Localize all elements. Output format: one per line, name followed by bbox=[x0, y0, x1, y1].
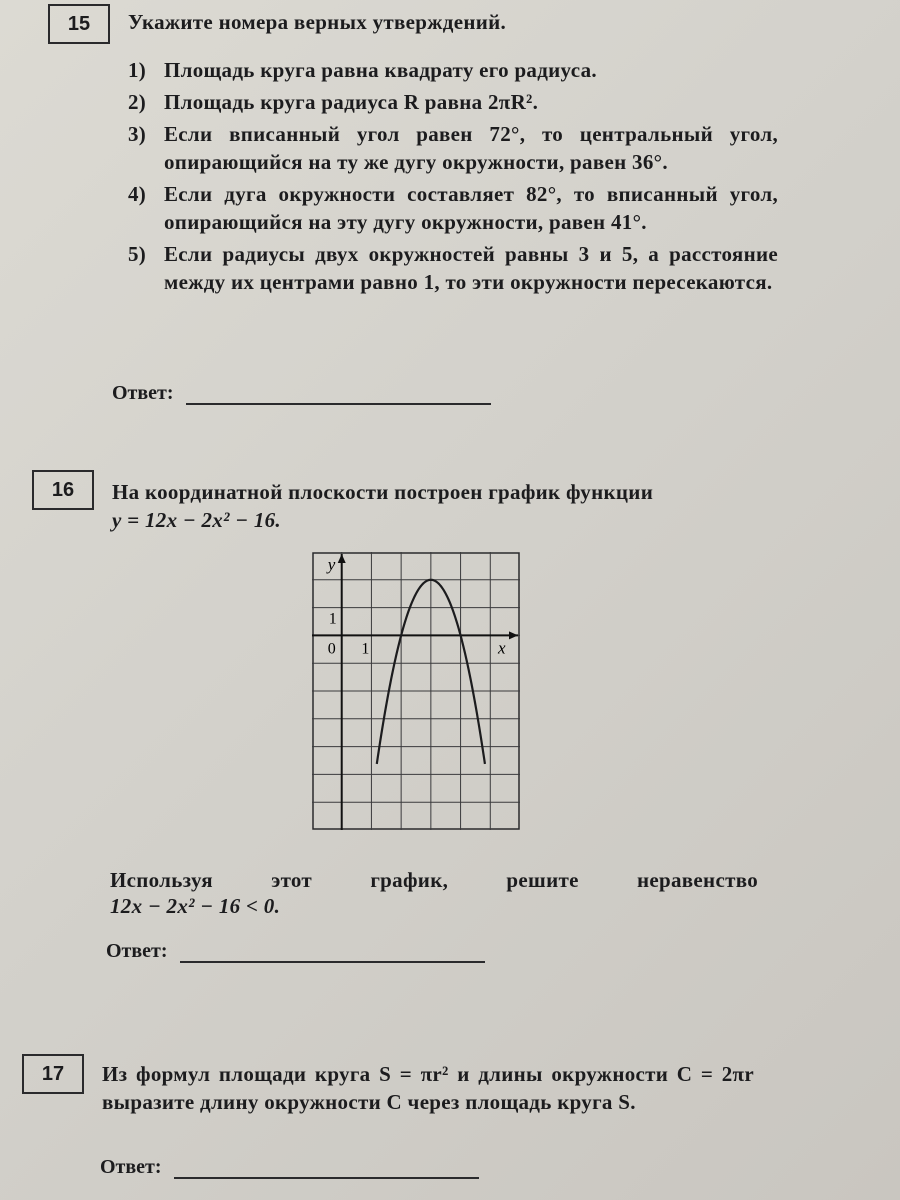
task-17-answer-line[interactable] bbox=[174, 1159, 479, 1179]
function-graph bbox=[312, 552, 520, 830]
statement-3-text: Если вписанный угол равен 72°, то центральный угол, опирающийся на ту же дугу окружности, равен 36°. bbox=[164, 122, 778, 174]
task-16-answer-line[interactable] bbox=[180, 943, 485, 963]
task-16-formula: y = 12x − 2x² − 16. bbox=[112, 508, 281, 532]
statement-4-number: 4) bbox=[128, 182, 147, 206]
y-axis-arrow bbox=[338, 554, 346, 563]
statement-2-number: 2) bbox=[128, 90, 147, 114]
statement-2-text: Площадь круга радиуса R равна 2πR². bbox=[164, 90, 539, 114]
x-axis-label: x bbox=[498, 638, 506, 658]
task-15-number: 15 bbox=[48, 4, 110, 44]
statement-5-text: Если радиусы двух окружностей равны 3 и 5, а расстояние между их центрами равно 1, то эти окружности пересекаются. bbox=[164, 242, 778, 294]
task-17-answer bbox=[100, 1156, 479, 1179]
x-unit-tick-label: 1 bbox=[361, 640, 370, 658]
statement-1 bbox=[128, 56, 778, 84]
task-15-prompt: Укажите номера верных утверждений. bbox=[128, 10, 507, 34]
task-17-answer-label: Ответ: bbox=[100, 1156, 162, 1178]
task-15-statements bbox=[128, 56, 778, 300]
task-15-answer bbox=[112, 382, 491, 405]
statement-4-text: Если дуга окружности составляет 82°, то вписанный угол, опирающийся на эту дугу окружности, равен 41°. bbox=[164, 182, 778, 234]
statement-2 bbox=[128, 88, 778, 116]
origin-tick-label: 0 bbox=[327, 640, 336, 658]
statement-3 bbox=[128, 120, 778, 176]
task-15-answer-label: Ответ: bbox=[112, 382, 174, 404]
task-16-instruction: Используя этот график, решите неравенство bbox=[110, 868, 758, 892]
statement-1-text: Площадь круга равна квадрату его радиуса. bbox=[164, 58, 597, 82]
task-16-prompt bbox=[112, 478, 772, 534]
y-unit-tick-label: 1 bbox=[328, 610, 337, 628]
task-16-prompt-line: На координатной плоскости построен график функции bbox=[112, 480, 654, 504]
statement-1-number: 1) bbox=[128, 58, 147, 82]
statement-4 bbox=[128, 180, 778, 236]
y-axis-label: y bbox=[327, 555, 336, 574]
x-axis-arrow bbox=[509, 631, 518, 639]
task-16-answer-label: Ответ: bbox=[106, 940, 168, 962]
task-16-number: 16 bbox=[32, 470, 94, 510]
statement-5 bbox=[128, 240, 778, 296]
task-15-answer-line[interactable] bbox=[186, 385, 491, 405]
task-17-number: 17 bbox=[22, 1054, 84, 1094]
task-16-answer bbox=[106, 940, 485, 963]
statement-3-number: 3) bbox=[128, 122, 147, 146]
task-17-text: Из формул площади круга S = πr² и длины окружности C = 2πr выразите длину окружности C через площадь круга S. bbox=[102, 1062, 754, 1114]
statement-5-number: 5) bbox=[128, 242, 147, 266]
task-16-inequality: 12x − 2x² − 16 < 0. bbox=[110, 894, 281, 918]
